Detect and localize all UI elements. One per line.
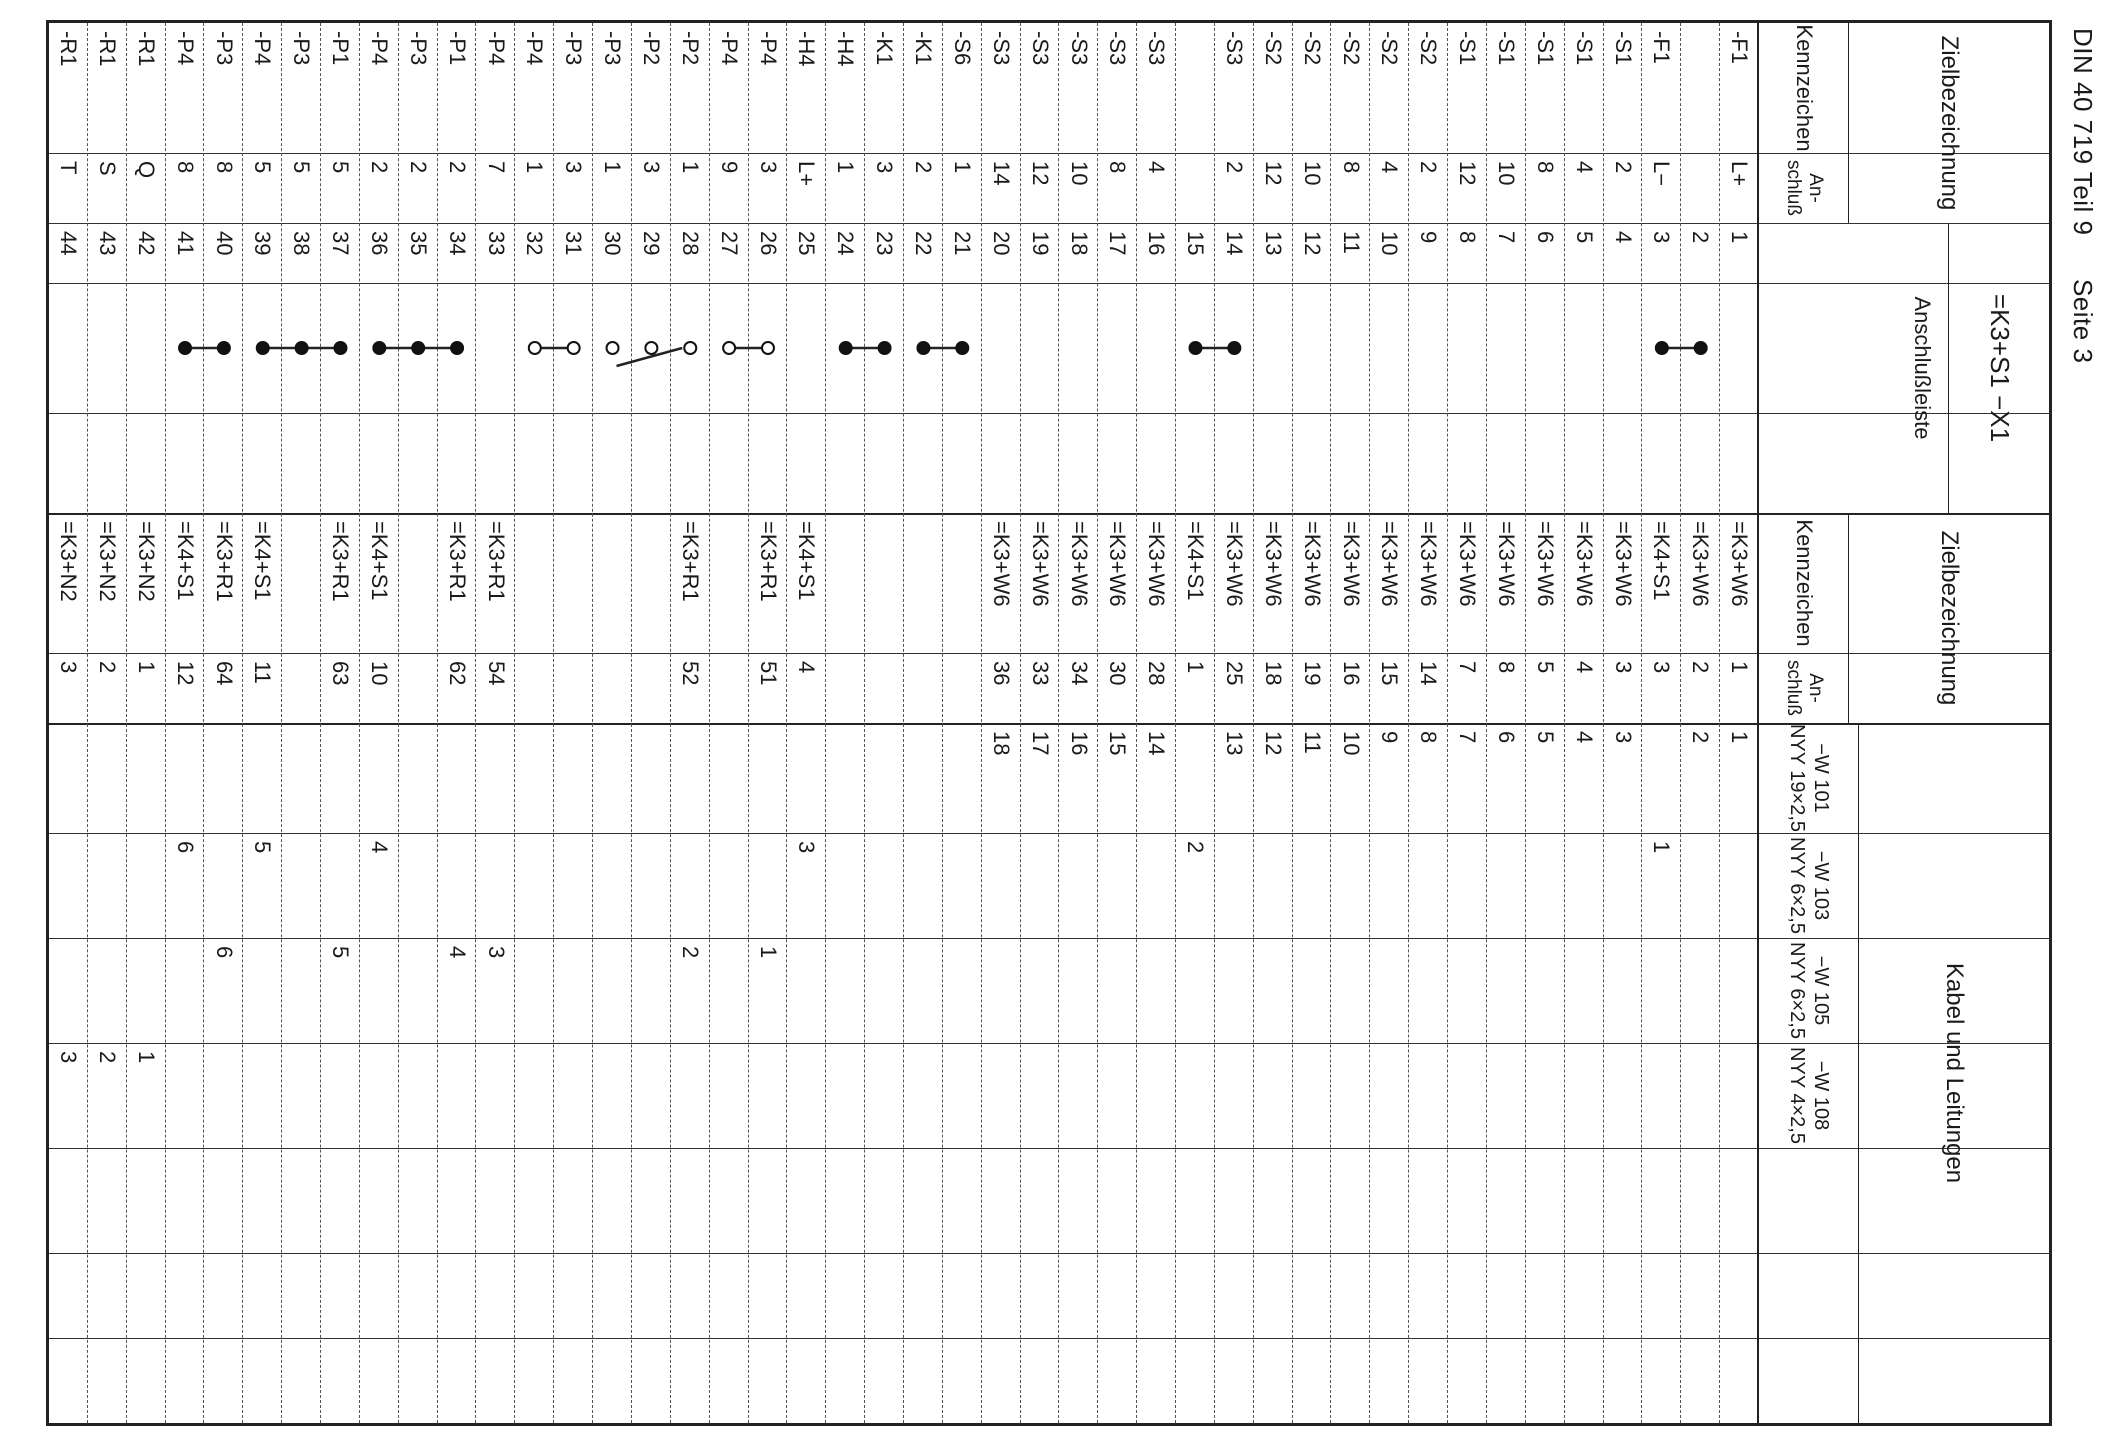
right-kennzeichen: =K3+W6 [1105,521,1131,607]
cable-w101: 2 [1688,731,1714,744]
cable-header-w108: −W 108 NYY 4×2,5 [1786,1047,1832,1144]
right-kennzeichen: =K3+W6 [988,521,1014,607]
left-kennzeichen: -S2 [1260,31,1286,66]
bridge-dot [412,342,424,354]
left-kennzeichen: -P3 [405,31,431,66]
terminal-number: 17 [1105,231,1131,256]
right-anschluss: 51 [755,661,781,686]
cable-w101: 6 [1494,731,1520,744]
terminal-number: 32 [522,231,548,256]
right-kennzeichen: =K3+W6 [1494,521,1520,607]
open-terminal-dot [684,342,696,354]
left-anschluss: 14 [988,161,1014,186]
left-anschluss: 10 [1494,161,1520,186]
left-anschluss: 7 [483,161,509,174]
terminal-number: 44 [56,231,82,256]
left-kennzeichen: -S1 [1455,31,1481,66]
terminal-number: 31 [561,231,587,256]
left-kennzeichen: -R1 [94,31,120,67]
terminal-number: 4 [1610,231,1636,244]
right-kennzeichen: =K3+W6 [1455,521,1481,607]
left-kennzeichen: -P4 [172,31,198,66]
open-terminal-dot [568,342,580,354]
right-anschluss: 7 [1455,661,1481,674]
terminal-number: 36 [367,231,392,256]
bridge-dot [451,342,463,354]
right-anschluss: 25 [1222,661,1247,686]
cable-header-w101: −W 101 NYY 19×2,5 [1786,723,1832,833]
open-terminal-dot [723,342,735,354]
left-anschluss: 3 [872,161,898,174]
left-kennzeichen-header: Kennzeichen [1791,24,1817,152]
terminal-bridge-37-39 [257,342,347,354]
left-kennzeichen: -F1 [1649,31,1675,64]
left-kennzeichen: -K1 [911,31,937,66]
terminal-bridge-21-22 [917,342,968,354]
cable-w101: 18 [988,731,1014,756]
cable-w105: 5 [328,946,354,959]
right-anschluss: 52 [677,661,703,686]
left-anschluss: 12 [1260,161,1286,186]
cable-header-w103: −W 103 NYY 6×2,5 [1786,837,1832,934]
right-kennzeichen: =K3+W6 [1299,521,1325,607]
right-anschluss: 33 [1027,661,1053,686]
left-kennzeichen: -P1 [328,31,354,66]
terminal-number: 12 [1299,231,1325,256]
left-anschluss: 8 [1105,161,1131,174]
right-kennzeichen: =K4+S1 [367,521,392,601]
right-kennzeichen: =K3+W6 [1727,521,1753,607]
terminal-number: 18 [1066,231,1092,256]
left-kennzeichen: -S1 [1571,31,1597,66]
open-terminal-dot [762,342,774,354]
cable-w101: 9 [1377,731,1403,744]
right-kennzeichen: =K3+R1 [755,521,781,602]
right-anschluss: 15 [1377,661,1403,686]
right-anschluss: 1 [1727,661,1753,674]
right-kennzeichen: =K3+R1 [328,521,354,602]
right-kennzeichen: =K4+S1 [250,521,276,601]
right-anschluss: 4 [794,661,820,674]
left-kennzeichen: -S2 [1299,31,1325,66]
left-kennzeichen: -P4 [367,31,392,66]
left-kennzeichen: -F1 [1727,31,1753,64]
left-kennzeichen: -R1 [133,31,159,67]
right-anschluss: 5 [1532,661,1558,674]
cable-w101: 12 [1260,731,1286,756]
terminal-bridge-14-15 [1189,342,1240,354]
cable-w101: 1 [1727,731,1753,744]
cable-w105: 4 [444,946,470,959]
right-anschluss: 28 [1144,661,1170,686]
terminal-number: 28 [677,231,703,256]
left-anschluss-header: An- schluß [1783,160,1826,216]
cable-w101: 4 [1571,731,1597,744]
cable-w101: 17 [1027,731,1053,756]
terminal-number: 25 [794,231,820,256]
right-anschluss: 1 [1183,661,1209,674]
terminal-number: 8 [1455,231,1481,244]
cable-w101: 16 [1066,731,1092,756]
terminal-number: 27 [716,231,742,256]
terminal-bridge-28-30 [607,342,697,366]
terminal-number: 43 [94,231,120,256]
standard-label: DIN 40 719 Teil 9 [2068,28,2098,236]
right-kennzeichen: =K3+W6 [1260,521,1286,607]
terminal-number: 3 [1649,231,1675,244]
left-anschluss: 4 [1377,161,1403,174]
right-anschluss: 3 [56,661,82,674]
bridge-dot [1695,342,1707,354]
cable-w101: 5 [1532,731,1558,744]
left-kennzeichen: -R1 [56,31,82,67]
terminal-number: 7 [1494,231,1520,244]
right-kennzeichen: =K4+S1 [1183,521,1209,601]
open-terminal-dot [607,342,619,354]
cable-w101: 14 [1144,731,1170,756]
bridge-dot [956,342,968,354]
cable-w103: 2 [1183,841,1209,854]
left-anschluss: 10 [1299,161,1325,186]
left-kennzeichen: -P3 [211,31,237,66]
right-kennzeichen: =K3+W6 [1416,521,1442,607]
left-kennzeichen: -P3 [561,31,587,66]
right-anschluss: 11 [250,661,276,684]
bridge-dot [1228,342,1240,354]
left-anschluss: 2 [1610,161,1636,174]
left-kennzeichen: -P2 [639,31,665,66]
cable-w101: 13 [1222,731,1247,756]
bridge-dot [917,342,929,354]
cable-w103: 1 [1649,841,1675,854]
bridge-dot [373,342,385,354]
terminal-number: 37 [328,231,354,256]
left-anschluss: T [56,161,82,175]
left-kennzeichen: -K1 [872,31,898,66]
page-header [2067,28,2098,363]
left-kennzeichen: -H4 [833,31,859,67]
terminal-strip-label: =K3+S1 −X1 [1984,293,2015,443]
left-kennzeichen: -S3 [1105,31,1131,66]
bridge-dot [840,342,852,354]
left-anschluss: 3 [755,161,781,174]
terminal-number: 42 [133,231,159,256]
right-anschluss: 12 [172,661,198,686]
right-kennzeichen: =K3+R1 [677,521,703,602]
right-kennzeichen: =K3+W6 [1066,521,1092,607]
left-kennzeichen: -S6 [949,31,975,66]
terminal-number: 16 [1144,231,1170,256]
terminal-number: 30 [600,231,626,256]
left-anschluss: 5 [250,161,276,174]
terminal-number: 40 [211,231,237,256]
right-kennzeichen: =K3+R1 [444,521,470,602]
left-anschluss: 5 [289,161,315,174]
terminal-number: 13 [1260,231,1286,256]
cable-w101: 3 [1610,731,1636,744]
right-anschluss: 64 [211,661,237,686]
right-kennzeichen: =K3+W6 [1610,521,1636,607]
left-anschluss: 9 [716,161,742,174]
right-anschluss: 10 [367,661,392,686]
cable-w105: 2 [677,946,703,959]
left-anschluss: L− [1649,161,1675,187]
terminal-number: 2 [1688,231,1714,244]
left-kennzeichen: -S1 [1494,31,1520,66]
right-anschluss-header: An- schluß [1783,660,1826,716]
left-anschluss: 8 [172,161,198,174]
right-anschluss: 14 [1416,661,1442,686]
left-anschluss: 2 [405,161,431,174]
left-kennzeichen: -S3 [1027,31,1053,66]
terminal-number: 9 [1416,231,1442,244]
left-anschluss: 1 [600,161,626,174]
right-anschluss: 2 [1688,661,1714,674]
terminal-bridge-23-24 [840,342,891,354]
terminal-bridge-31-32 [529,342,580,354]
terminal-number: 6 [1532,231,1558,244]
terminal-number: 22 [911,231,937,256]
left-anschluss: 2 [444,161,470,174]
page-label: Seite 3 [2068,278,2098,364]
terminal-number: 14 [1222,231,1247,256]
right-kennzeichen: =K3+W6 [1688,521,1714,607]
terminal-number: 5 [1571,231,1597,244]
cable-w108: 2 [94,1051,120,1064]
terminal-number: 38 [289,231,315,256]
cable-w103: 4 [367,841,392,854]
terminal-number: 35 [405,231,431,256]
left-kennzeichen: -S3 [988,31,1014,66]
left-anschluss: S [94,161,120,176]
terminal-bridge-2-3 [1656,342,1707,354]
anschlussleiste-header: Anschlußleiste [1910,296,1935,440]
right-anschluss: 54 [483,661,509,686]
cable-w105: 1 [755,946,781,959]
left-zielbezeichnung-header: Zielbezeichnung [1935,35,1963,211]
right-anschluss: 63 [328,661,354,686]
left-anschluss: 3 [561,161,587,174]
left-anschluss: 3 [639,161,665,174]
left-anschluss: 2 [367,161,392,174]
right-kennzeichen: =K3+W6 [1027,521,1053,607]
right-zielbezeichnung-header: Zielbezeichnung [1935,530,1963,706]
cable-w101: 8 [1416,731,1442,744]
left-kennzeichen: -P4 [250,31,276,66]
left-kennzeichen: -S3 [1066,31,1092,66]
left-kennzeichen: -S3 [1144,31,1170,66]
bridge-dot [334,342,346,354]
open-terminal-dot [645,342,657,354]
left-kennzeichen: -P1 [444,31,470,66]
left-kennzeichen: -P4 [716,31,742,66]
terminal-number: 29 [639,231,665,256]
cable-w108: 3 [56,1051,82,1064]
left-kennzeichen: -S2 [1338,31,1364,66]
left-anschluss: 8 [211,161,237,174]
left-anschluss: 1 [677,161,703,174]
left-anschluss: 2 [1222,161,1247,174]
left-anschluss: 1 [522,161,548,174]
cable-w108: 1 [133,1051,159,1064]
right-anschluss: 1 [133,661,159,674]
left-anschluss: 1 [949,161,975,174]
cable-w101: 7 [1455,731,1481,744]
terminal-number: 15 [1183,231,1209,256]
left-anschluss: L+ [794,161,820,187]
left-anschluss: 8 [1338,161,1364,174]
cables-title: Kabel und Leitungen [1940,962,1968,1184]
terminal-number: 33 [483,231,509,256]
terminal-number: 24 [833,231,859,256]
right-kennzeichen: =K3+R1 [483,521,509,602]
cable-w105: 6 [211,946,237,959]
terminal-number: 23 [872,231,898,256]
left-anschluss: 12 [1027,161,1053,186]
bridge-dot [879,342,891,354]
cable-w101: 10 [1338,731,1364,756]
terminal-number: 21 [949,231,975,256]
cable-w101: 11 [1299,731,1325,754]
left-anschluss: 8 [1532,161,1558,174]
terminal-bridge-40-41 [179,342,230,354]
terminal-bridge-34-36 [373,342,463,354]
right-anschluss: 18 [1260,661,1286,686]
terminal-number: 41 [172,231,198,256]
right-kennzeichen: =K3+W6 [1532,521,1558,607]
left-anschluss: 2 [911,161,937,174]
right-anschluss: 3 [1649,661,1675,674]
bridge-overlay [49,23,2049,1423]
left-kennzeichen: -S2 [1416,31,1442,66]
right-anschluss: 4 [1571,661,1597,674]
terminal-number: 10 [1377,231,1403,256]
left-kennzeichen: -P4 [522,31,548,66]
left-anschluss: Q [133,161,159,179]
cable-w103: 6 [172,841,198,854]
cable-w103: 3 [794,841,820,854]
left-anschluss: 5 [328,161,354,174]
right-anschluss: 30 [1105,661,1131,686]
right-kennzeichen: =K3+W6 [1571,521,1597,607]
left-kennzeichen: -S1 [1610,31,1636,66]
bridge-dot [296,342,308,354]
right-anschluss: 3 [1610,661,1636,674]
terminal-number: 11 [1338,231,1364,254]
terminal-diagram-table [46,20,2052,1426]
left-kennzeichen: -P2 [677,31,703,66]
left-kennzeichen: -P4 [755,31,781,66]
right-anschluss: 62 [444,661,470,686]
right-kennzeichen: =K3+N2 [94,521,120,602]
terminal-number: 39 [250,231,276,256]
cable-header-w105: −W 105 NYY 6×2,5 [1786,942,1832,1039]
left-kennzeichen: -S2 [1377,31,1403,66]
right-anschluss: 19 [1299,661,1325,686]
right-anschluss: 34 [1066,661,1092,686]
left-kennzeichen: -H4 [794,31,820,67]
right-kennzeichen: =K4+S1 [794,521,820,601]
cable-w103: 5 [250,841,276,854]
left-anschluss: 2 [1416,161,1442,174]
terminal-number: 19 [1027,231,1053,256]
left-anschluss: 1 [833,161,859,174]
left-kennzeichen: -S1 [1532,31,1558,66]
left-anschluss: 12 [1455,161,1481,186]
left-kennzeichen: -S3 [1222,31,1247,66]
left-kennzeichen: -P4 [483,31,509,66]
left-anschluss: 4 [1144,161,1170,174]
bridge-dot [1189,342,1201,354]
right-kennzeichen: =K3+W6 [1144,521,1170,607]
right-kennzeichen-header: Kennzeichen [1791,519,1817,647]
terminal-bridge-26-27 [723,342,774,354]
bridge-dot [1656,342,1668,354]
right-anschluss: 36 [988,661,1014,686]
bridge-dot [218,342,230,354]
bridge-dot [179,342,191,354]
right-kennzeichen: =K3+W6 [1222,521,1247,607]
open-terminal-dot [529,342,541,354]
cable-w105: 3 [483,946,509,959]
left-anschluss: 4 [1571,161,1597,174]
terminal-number: 26 [755,231,781,256]
left-kennzeichen: -P3 [600,31,626,66]
right-anschluss: 8 [1494,661,1520,674]
right-anschluss: 16 [1338,661,1364,686]
right-kennzeichen: =K3+W6 [1338,521,1364,607]
left-kennzeichen: -P3 [289,31,315,66]
terminal-number: 1 [1727,231,1753,244]
left-anschluss: 10 [1066,161,1092,186]
right-kennzeichen: =K3+R1 [211,521,237,602]
terminal-number: 34 [444,231,470,256]
right-kennzeichen: =K3+N2 [133,521,159,602]
right-kennzeichen: =K4+S1 [172,521,198,601]
right-anschluss: 2 [94,661,120,674]
bridge-dot [257,342,269,354]
right-kennzeichen: =K3+W6 [1377,521,1403,607]
cable-w101: 15 [1105,731,1131,756]
right-kennzeichen: =K3+N2 [56,521,82,602]
right-kennzeichen: =K4+S1 [1649,521,1675,601]
left-anschluss: L+ [1727,161,1753,187]
terminal-number: 20 [988,231,1014,256]
